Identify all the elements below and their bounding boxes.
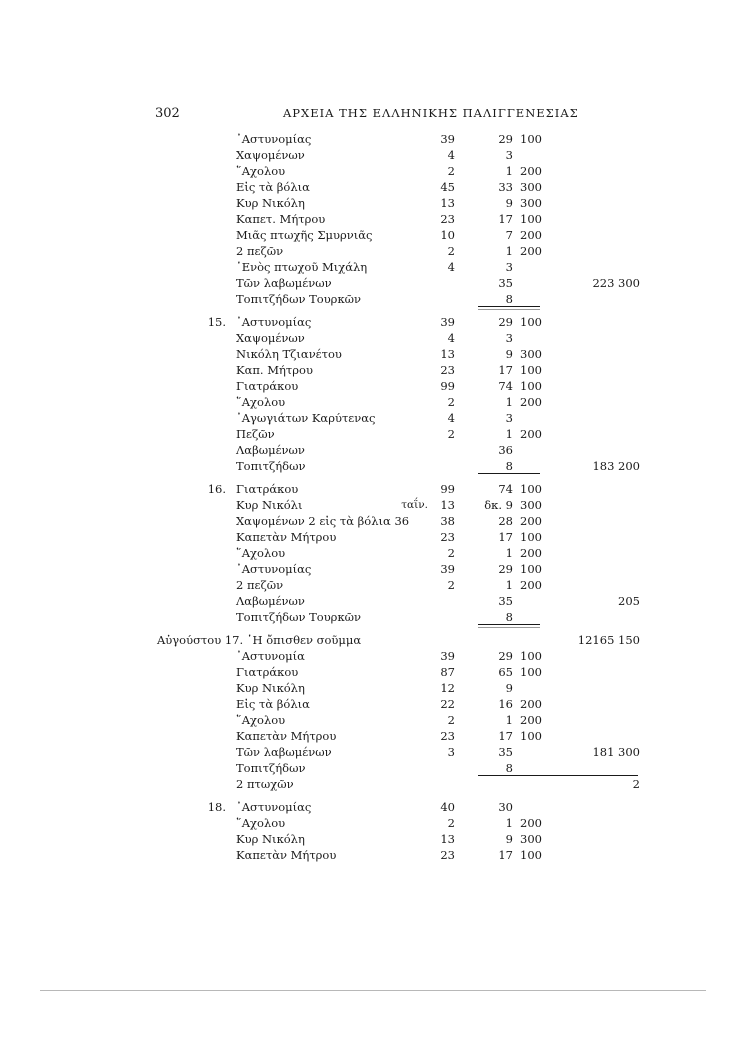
ledger-row: [0, 442, 744, 458]
entry-value-c: 200: [520, 164, 542, 178]
section-gap: [0, 625, 744, 632]
entry-name: Λαβωμένων: [236, 594, 305, 608]
entry-name: 2 πεζῶν: [236, 578, 284, 592]
ledger-row: [0, 378, 744, 394]
entry-value-a: 2: [447, 578, 455, 592]
ledger-row: [0, 513, 744, 529]
section-lead: Αὐγούστου 17. ῾Η ὄπισθεν σοῦμμα: [157, 633, 362, 647]
entry-name: Εἰς τὰ βόλια: [236, 180, 310, 194]
entry-value-c: 300: [520, 347, 542, 361]
entry-total: 12165 150: [577, 633, 640, 647]
entry-value-a: 87: [440, 665, 455, 679]
entry-value-b: 35: [498, 276, 513, 290]
entry-value-c: 100: [520, 482, 542, 496]
entry-name: ῞Αχολου: [236, 816, 286, 830]
entry-value-b: 74: [498, 482, 513, 496]
entry-value-b: δκ. 9: [484, 498, 513, 512]
entry-name: Μιᾶς πτωχῆς Σμυρνιᾶς: [236, 228, 373, 242]
entry-value-a: 23: [440, 729, 455, 743]
ledger-row: [0, 426, 744, 442]
entry-value-b: 1: [505, 816, 513, 830]
entry-value-a: 22: [440, 697, 455, 711]
entry-value-c: 200: [520, 395, 542, 409]
entry-name: ῞Αχολου: [236, 713, 286, 727]
entry-value-b: 17: [498, 729, 513, 743]
entry-value-b: 3: [505, 411, 513, 425]
running-title: ΑΡΧΕΙΑ ΤΗΣ ΕΛΛΗΝΙΚΗΣ ΠΑΛΙΓΓΕΝΕΣΙΑΣ: [283, 106, 579, 120]
ledger-row: [0, 577, 744, 593]
entry-value-b: 36: [498, 443, 513, 457]
ledger-row: [0, 362, 744, 378]
entry-value-a: 99: [440, 379, 455, 393]
entry-value-b: 3: [505, 260, 513, 274]
ledger-row: [0, 131, 744, 147]
entry-value-a: 4: [447, 260, 455, 274]
ledger-row: [0, 211, 744, 227]
sum-rule: [478, 306, 540, 307]
entry-value-b: 28: [498, 514, 513, 528]
entry-value-a: 13: [440, 832, 455, 846]
entry-name: Καπετὰν Μήτρου: [236, 848, 337, 862]
entry-value-c: 200: [520, 713, 542, 727]
entry-total: 2: [632, 777, 640, 791]
ledger-row: [0, 680, 744, 696]
entry-value-c: 200: [520, 244, 542, 258]
entry-value-c: 100: [520, 315, 542, 329]
entry-value-c: 300: [520, 498, 542, 512]
entry-value-a: 2: [447, 164, 455, 178]
entry-name: ῞Αχολου: [236, 164, 286, 178]
entry-value-c: 200: [520, 816, 542, 830]
page-edge-line: [40, 990, 706, 991]
entry-value-c: 200: [520, 514, 542, 528]
entry-name: Τοπιτζήδων Τουρκῶν: [236, 292, 361, 306]
ledger-row: [0, 696, 744, 712]
ledger-row: [0, 712, 744, 728]
entry-name: ᾿Αστυνομίας: [236, 315, 312, 329]
section-gap: [0, 474, 744, 481]
entry-name: ῾Ενὸς πτωχοῦ Μιχάλη: [236, 260, 368, 274]
entry-value-b: 9: [505, 681, 513, 695]
entry-value-c: 100: [520, 212, 542, 226]
ledger-row: [0, 259, 744, 275]
ledger-row: [0, 179, 744, 195]
entry-value-b: 9: [505, 832, 513, 846]
entry-value-b: 29: [498, 649, 513, 663]
entry-value-a: 12: [440, 681, 455, 695]
entry-value-b: 17: [498, 363, 513, 377]
ledger-row: [0, 529, 744, 545]
ledger-row: [0, 275, 744, 291]
entry-value-a: 13: [440, 498, 455, 512]
ledger-row: [0, 163, 744, 179]
entry-name: Τῶν λαβωμένων: [236, 276, 332, 290]
entry-name: Χαψομένων 2 εἰς τὰ βόλια 36: [236, 514, 410, 528]
entry-value-a: 23: [440, 363, 455, 377]
entry-value-c: 100: [520, 132, 542, 146]
entry-name: ᾿Αστυνομίας: [236, 800, 312, 814]
entry-value-c: 200: [520, 427, 542, 441]
entry-value-b: 16: [498, 697, 513, 711]
entry-value-a: 3: [447, 745, 455, 759]
entry-value-c: 200: [520, 228, 542, 242]
ledger-row: [0, 776, 744, 792]
entry-value-b: 1: [505, 164, 513, 178]
entry-value-b: 1: [505, 244, 513, 258]
ledger-row: [0, 593, 744, 609]
entry-name: Κυρ Νικόλη: [236, 196, 305, 210]
entry-value-a: 23: [440, 530, 455, 544]
ledger-row: [0, 632, 744, 648]
entry-name: Τῶν λαβωμένων: [236, 745, 332, 759]
entry-value-b: 1: [505, 395, 513, 409]
entry-name: Καπετ. Μήτρου: [236, 212, 326, 226]
entry-value-a: 4: [447, 331, 455, 345]
entry-value-a: 23: [440, 212, 455, 226]
ledger-row: [0, 291, 744, 307]
entry-name: ῞Αχολου: [236, 546, 286, 560]
entry-value-b: 30: [498, 800, 513, 814]
entry-note: ταΐν.: [401, 499, 428, 511]
entry-value-c: 100: [520, 729, 542, 743]
entry-name: 2 πεζῶν: [236, 244, 284, 258]
entry-name: 2 πτωχῶν: [236, 777, 294, 791]
entry-total: 223 300: [592, 276, 640, 290]
entry-value-b: 17: [498, 848, 513, 862]
sum-rule: [478, 624, 540, 625]
entry-name: ᾿Αγωγιάτων Καρύτενας: [236, 411, 376, 425]
entry-name: Πεζῶν: [236, 427, 275, 441]
entry-value-a: 4: [447, 411, 455, 425]
entry-name: Χαψομένων: [236, 331, 305, 345]
entry-value-a: 39: [440, 315, 455, 329]
entry-value-a: 40: [440, 800, 455, 814]
entry-value-b: 8: [505, 292, 513, 306]
entry-value-c: 200: [520, 546, 542, 560]
entry-name: Γιατράκου: [236, 379, 299, 393]
entry-name: Καπετὰν Μήτρου: [236, 530, 337, 544]
entry-name: Κυρ Νικόλη: [236, 681, 305, 695]
entry-value-b: 65: [498, 665, 513, 679]
ledger-row: [0, 561, 744, 577]
entry-value-b: 3: [505, 331, 513, 345]
entry-name: Καπετὰν Μήτρου: [236, 729, 337, 743]
ledger-row: [0, 744, 744, 760]
entry-total: 205: [618, 594, 640, 608]
entry-value-c: 100: [520, 379, 542, 393]
entry-value-b: 3: [505, 148, 513, 162]
ledger-row: [0, 847, 744, 863]
entry-value-b: 7: [505, 228, 513, 242]
entry-value-a: 39: [440, 132, 455, 146]
entry-value-a: 23: [440, 848, 455, 862]
ledger-row: [0, 497, 744, 513]
entry-value-b: 9: [505, 347, 513, 361]
entry-day: 18.: [207, 800, 226, 814]
entry-value-b: 29: [498, 562, 513, 576]
entry-value-a: 39: [440, 649, 455, 663]
entry-day: 16.: [207, 482, 226, 496]
ledger-row: [0, 394, 744, 410]
entry-value-a: 13: [440, 347, 455, 361]
entry-value-b: 17: [498, 212, 513, 226]
entry-total: 183 200: [592, 459, 640, 473]
entry-value-a: 2: [447, 244, 455, 258]
ledger-row: [0, 195, 744, 211]
entry-name: Νικόλη Τζιανέτου: [236, 347, 342, 361]
entry-total: 181 300: [592, 745, 640, 759]
entry-value-b: 35: [498, 594, 513, 608]
entry-name: Κυρ Νικόλι: [236, 498, 303, 512]
entry-name: Εἰς τὰ βόλια: [236, 697, 310, 711]
entry-value-a: 2: [447, 816, 455, 830]
ledger-row: [0, 799, 744, 815]
entry-value-c: 100: [520, 649, 542, 663]
entry-name: ᾿Αστυνομία: [236, 649, 305, 663]
entry-value-a: 2: [447, 546, 455, 560]
ledger-row: [0, 815, 744, 831]
section-gap: [0, 307, 744, 314]
entry-name: Τοπιτζήδων Τουρκῶν: [236, 610, 361, 624]
entry-name: Κυρ Νικόλη: [236, 832, 305, 846]
ledger-row: [0, 243, 744, 259]
ledger-row: [0, 346, 744, 362]
entry-value-c: 100: [520, 363, 542, 377]
entry-name: Τοπιτζήδων: [236, 761, 306, 775]
ledger-row: [0, 410, 744, 426]
ledger-row: [0, 458, 744, 474]
entry-value-a: 39: [440, 562, 455, 576]
entry-name: ᾿Αστυνομίας: [236, 562, 312, 576]
entry-value-b: 9: [505, 196, 513, 210]
sum-rule: [478, 473, 540, 474]
ledger-row: [0, 314, 744, 330]
entry-value-a: 2: [447, 713, 455, 727]
entry-value-c: 300: [520, 832, 542, 846]
entry-value-b: 8: [505, 761, 513, 775]
entry-name: ῞Αχολου: [236, 395, 286, 409]
ledger-row: [0, 664, 744, 680]
ledger-row: [0, 648, 744, 664]
entry-value-b: 29: [498, 132, 513, 146]
ledger-row: [0, 760, 744, 776]
ledger-row: [0, 147, 744, 163]
entry-day: 15.: [207, 315, 226, 329]
entry-value-b: 8: [505, 610, 513, 624]
page-number: 302: [155, 106, 180, 121]
entry-name: Λαβωμένων: [236, 443, 305, 457]
ledger-row: [0, 227, 744, 243]
ledger-row: [0, 481, 744, 497]
ledger-row: [0, 728, 744, 744]
entry-value-c: 300: [520, 196, 542, 210]
entry-value-a: 99: [440, 482, 455, 496]
entry-value-a: 38: [440, 514, 455, 528]
entry-value-c: 200: [520, 578, 542, 592]
entry-value-c: 100: [520, 848, 542, 862]
ledger-row: [0, 330, 744, 346]
entry-value-b: 1: [505, 713, 513, 727]
entry-name: Γιατράκου: [236, 482, 299, 496]
entry-name: Καπ. Μήτρου: [236, 363, 313, 377]
entry-value-c: 100: [520, 530, 542, 544]
entry-value-b: 35: [498, 745, 513, 759]
ledger-row: [0, 831, 744, 847]
entry-name: Τοπιτζήδων: [236, 459, 306, 473]
entry-name: Γιατράκου: [236, 665, 299, 679]
entry-value-a: 2: [447, 395, 455, 409]
entry-value-c: 100: [520, 562, 542, 576]
account-ledger: [0, 131, 744, 863]
ledger-row: [0, 609, 744, 625]
entry-value-a: 45: [440, 180, 455, 194]
entry-value-b: 74: [498, 379, 513, 393]
entry-value-b: 1: [505, 546, 513, 560]
entry-value-b: 1: [505, 578, 513, 592]
entry-value-b: 29: [498, 315, 513, 329]
entry-value-a: 13: [440, 196, 455, 210]
ledger-row: [0, 545, 744, 561]
entry-name: Χαψομένων: [236, 148, 305, 162]
entry-value-b: 8: [505, 459, 513, 473]
entry-value-a: 10: [440, 228, 455, 242]
entry-value-b: 1: [505, 427, 513, 441]
entry-value-a: 2: [447, 427, 455, 441]
entry-value-c: 300: [520, 180, 542, 194]
entry-value-c: 200: [520, 697, 542, 711]
section-gap: [0, 792, 744, 799]
entry-value-a: 4: [447, 148, 455, 162]
entry-name: ᾿Αστυνομίας: [236, 132, 312, 146]
entry-value-b: 17: [498, 530, 513, 544]
entry-value-b: 33: [498, 180, 513, 194]
entry-value-c: 100: [520, 665, 542, 679]
